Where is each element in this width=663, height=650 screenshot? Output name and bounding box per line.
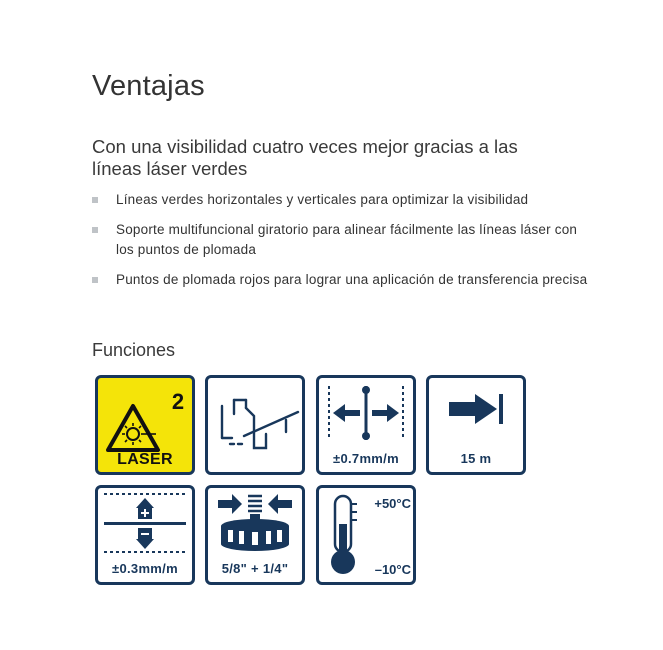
range-caption: 15 m (460, 451, 492, 466)
bullet-square-icon (92, 227, 98, 233)
laser-class-number: 2 (171, 389, 185, 414)
subtitle: Con una visibilidad cuatro veces mejor gracias a las líneas láser verdes (92, 136, 518, 179)
min-temperature: –10°C (374, 562, 411, 577)
list-item (92, 270, 592, 290)
laser-caption: LASER (117, 451, 173, 468)
list-item (92, 190, 592, 210)
features-heading: Funciones (92, 340, 176, 360)
working-range-icon (426, 375, 526, 475)
list-item-text: Puntos de plomada rojos para lograr una aplicación de transferencia precisa (116, 272, 588, 287)
laser-class-2-icon (95, 375, 195, 475)
plumb-caption: ±0.3mm/m (112, 561, 178, 576)
accuracy-caption: ±0.7mm/m (333, 451, 399, 466)
tripod-thread-icon (205, 485, 305, 585)
thread-caption: 5/8" + 1/4" (221, 561, 289, 576)
list-item (92, 220, 592, 260)
max-temperature: +50°C (374, 496, 411, 511)
bullet-square-icon (92, 277, 98, 283)
advantages-list (92, 190, 592, 300)
self-leveling-pendulum-icon (205, 375, 305, 475)
leveling-accuracy-icon (316, 375, 416, 475)
thermometer-icon (316, 485, 416, 585)
page-title: Ventajas (92, 70, 205, 102)
list-item-text: Soporte multifuncional giratorio para alinear fácilmente las líneas láser con los puntos de plomada (116, 222, 578, 257)
list-item-text: Líneas verdes horizontales y verticales para optimizar la visibilidad (116, 192, 529, 207)
bullet-square-icon (92, 197, 98, 203)
plumb-accuracy-icon (95, 485, 195, 585)
